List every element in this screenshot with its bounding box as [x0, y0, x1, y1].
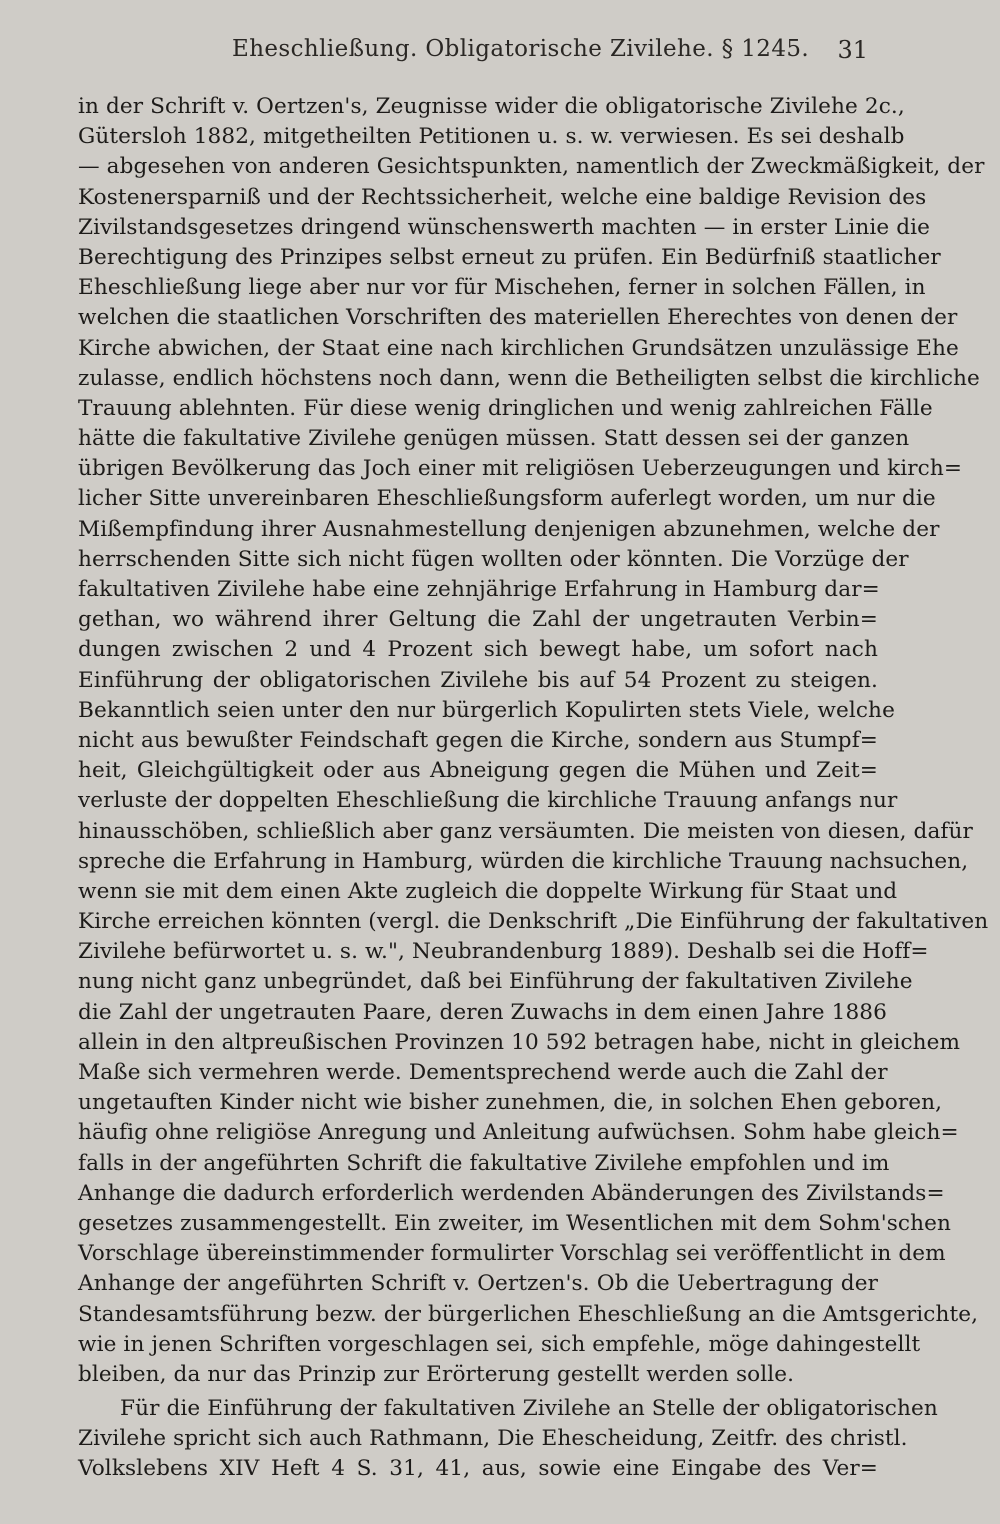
text-line: übrigen Bevölkerung das Joch einer mit religiösen Ueberzeugungen und kirch=	[78, 456, 963, 482]
text-line: Bekanntlich seien unter den nur bürgerlich Kopulirten stets Viele, welche	[78, 697, 895, 723]
text-line: Zivilehe spricht sich auch Rathmann, Die Ehescheidung, Zeitfr. des christl.	[78, 1426, 908, 1452]
text-line: zulasse, endlich höchstens noch dann, wenn die Betheiligten selbst die kirchliche	[78, 365, 980, 391]
text-line: bleiben, da nur das Prinzip zur Erörterung gestellt werden solle.	[78, 1361, 795, 1387]
text-line: Vorschlage übereinstimmender formulirter Vorschlag sei veröffentlicht in dem	[78, 1241, 946, 1267]
text-line: in der Schrift v. Oertzen's, Zeugnisse wider die obligatorische Zivilehe 2c.,	[78, 94, 905, 119]
text-line: verluste der doppelten Eheschließung die kirchliche Trauung anfangs nur	[78, 788, 898, 814]
text-line: heit, Gleichgültigkeit oder aus Abneigung gegen die Mühen und Zeit=	[78, 758, 878, 784]
text-line: dungen zwischen 2 und 4 Prozent sich bewegt habe, um sofort nach	[78, 637, 878, 663]
body-text	[78, 92, 989, 1485]
text-line: Maße sich vermehren werde. Dementsprechend werde auch die Zahl der	[78, 1060, 888, 1085]
text-line: Kirche abwichen, der Staat eine nach kirchlichen Grundsätzen unzulässige Ehe	[78, 335, 959, 361]
text-line: welchen die staatlichen Vorschriften des materiellen Eherechtes von denen der	[78, 305, 958, 331]
text-line: Eheschließung liege aber nur vor für Mischehen, ferner in solchen Fällen, in	[78, 275, 926, 301]
text-line: — abgesehen von anderen Gesichtspunkten, namentlich der Zweckmäßigkeit, der	[78, 154, 985, 180]
paragraph	[78, 92, 989, 1390]
text-line: licher Sitte unvereinbaren Eheschließungsform auferlegt worden, um nur die	[78, 486, 936, 512]
text-line: gethan, wo während ihrer Geltung die Zahl der ungetrauten Verbin=	[78, 607, 878, 633]
text-line: die Zahl der ungetrauten Paare, deren Zuwachs in dem einen Jahre 1886	[78, 999, 887, 1025]
text-line: wenn sie mit dem einen Akte zugleich die doppelte Wirkung für Staat und	[78, 878, 898, 904]
text-line: hinausschöben, schließlich aber ganz versäumten. Die meisten von diesen, dafür	[78, 818, 973, 844]
text-line: Standesamtsführung bezw. der bürgerlichen Eheschließung an die Amtsgerichte,	[78, 1301, 979, 1327]
text-line: wie in jenen Schriften vorgeschlagen sei, sich empfehle, möge dahingestellt	[78, 1331, 921, 1357]
text-line: Anhange die dadurch erforderlich werdenden Abänderungen des Zivilstands=	[78, 1180, 945, 1206]
text-line: hätte die fakultative Zivilehe genügen müssen. Statt dessen sei der ganzen	[78, 426, 910, 452]
text-line: Kostenersparniß und der Rechtssicherheit, welche eine baldige Revision des	[78, 184, 927, 210]
running-header	[0, 36, 1000, 66]
text-line: nicht aus bewußter Feindschaft gegen die Kirche, sondern aus Stumpf=	[78, 727, 878, 753]
text-line: Für die Einführung der fakultativen Zivilehe an Stelle der obligatorischen	[120, 1396, 938, 1422]
text-line: Zivilehe befürwortet u. s. w.", Neubrandenburg 1889). Deshalb sei die Hoff=	[78, 939, 929, 965]
text-line: Gütersloh 1882, mitgetheilten Petitionen u. s. w. verwiesen. Es sei deshalb	[78, 124, 905, 150]
text-line: häufig ohne religiöse Anregung und Anleitung aufwüchsen. Sohm habe gleich=	[78, 1120, 959, 1146]
text-line: allein in den altpreußischen Provinzen 10 592 betragen habe, nicht in gleichem	[78, 1029, 961, 1055]
text-line: falls in der angeführten Schrift die fakultative Zivilehe empfohlen und im	[78, 1150, 890, 1176]
text-line: ungetauften Kinder nicht wie bisher zunehmen, die, in solchen Ehen geboren,	[78, 1090, 943, 1116]
page-number: 31	[837, 36, 868, 64]
text-line: nung nicht ganz unbegründet, daß bei Einführung der fakultativen Zivilehe	[78, 969, 913, 995]
text-line: herrschenden Sitte sich nicht fügen wollten oder könnten. Die Vorzüge der	[78, 546, 909, 572]
text-line: Berechtigung des Prinzipes selbst erneut zu prüfen. Ein Bedürfniß staatlicher	[78, 244, 941, 270]
text-line: spreche die Erfahrung in Hamburg, würden die kirchliche Trauung nachsuchen,	[78, 848, 969, 874]
text-line: Kirche erreichen könnten (vergl. die Denkschrift „Die Einführung der fakultativen	[78, 909, 989, 935]
text-line: Mißempfindung ihrer Ausnahmestellung denjenigen abzunehmen, welche der	[78, 516, 940, 542]
text-line: Einführung der obligatorischen Zivilehe bis auf 54 Prozent zu steigen.	[78, 667, 878, 693]
text-line: Anhange der angeführten Schrift v. Oertzen's. Ob die Uebertragung der	[78, 1271, 878, 1297]
text-line: Zivilstandsgesetzes dringend wünschenswerth machten — in erster Linie die	[78, 214, 930, 240]
text-line: gesetzes zusammengestellt. Ein zweiter, im Wesentlichen mit dem Sohm'schen	[78, 1210, 952, 1236]
paragraph	[78, 1394, 938, 1485]
text-line: fakultativen Zivilehe habe eine zehnjährige Erfahrung in Hamburg dar=	[78, 577, 880, 602]
text-line: Trauung ablehnten. Für diese wenig dringlichen und wenig zahlreichen Fälle	[78, 395, 933, 421]
text-line: Volkslebens XIV Heft 4 S. 31, 41, aus, sowie eine Eingabe des Ver=	[78, 1456, 878, 1482]
header-title: Eheschließung. Obligatorische Zivilehe. § 1245.	[232, 36, 810, 62]
